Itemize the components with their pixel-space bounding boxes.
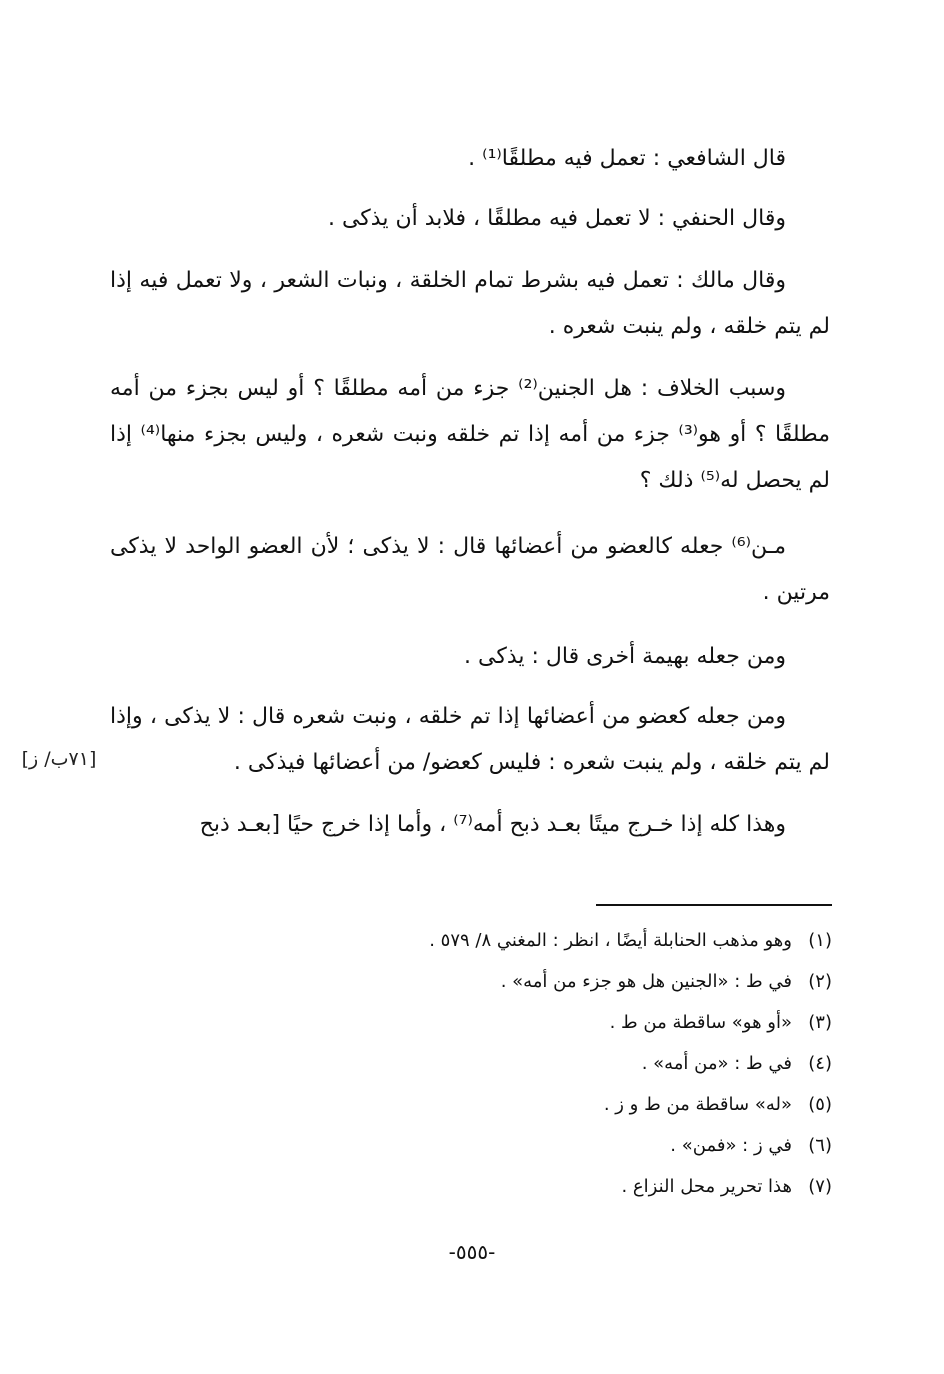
text-kaudw: ومن جعله كعضو من أعضائها إذا تم خلقه ، ونبت شعره قال : لا يذكى ، وإذا لم يتم خلقه ، ولم ينبت شعره : فليس كعضو/ من أعضائها فيذكى . [110, 704, 830, 775]
footnote-number: (٢) [808, 971, 832, 992]
footnote-number: (٧) [808, 1176, 832, 1197]
footnote-text: «له» ساقطة من ط و ز . [603, 1094, 792, 1115]
footnote-separator [596, 904, 832, 906]
text-shafii: قال الشافعي : تعمل فيه مطلقًا⁽¹⁾ . [468, 146, 786, 171]
footnote-number: (٣) [808, 1012, 832, 1033]
footnote-4 [300, 1043, 832, 1084]
text-man-jaalahu: مـن⁽⁶⁾ جعله كالعضو من أعضائها قال : لا يذكى ؛ لأن العضو الواحد لا يذكى مرتين . [110, 534, 830, 605]
paragraph-4 [110, 366, 830, 504]
manuscript-folio-note: [٧١ب/ ز] [21, 748, 97, 770]
footnote-number: (٥) [808, 1094, 832, 1115]
footnote-text: «أو هو» ساقطة من ط . [609, 1012, 792, 1033]
footnote-1 [300, 920, 832, 961]
footnote-text: في ط : «من أمه» . [641, 1053, 792, 1074]
footnote-text: هذا تحرير محل النزاع . [621, 1176, 792, 1197]
footnote-7 [300, 1166, 832, 1207]
footnote-text: في ط : «الجنين هل هو جزء من أمه» . [500, 971, 792, 992]
footnote-number: (٦) [808, 1135, 832, 1156]
page-number: -٥٥٥- [448, 1240, 496, 1264]
text-bahima: ومن جعله بهيمة أخرى قال : يذكى . [464, 644, 786, 669]
footnotes-list [300, 920, 832, 1207]
text-hanafi: وقال الحنفي : لا تعمل فيه مطلقًا ، فلابد أن يذكى . [327, 206, 786, 231]
footnote-text: وهو مذهب الحنابلة أيضًا ، انظر : المغني ٨/ ٥٧٩ . [429, 930, 792, 951]
footnote-3 [300, 1002, 832, 1043]
footnote-5 [300, 1084, 832, 1125]
paragraph-5 [110, 524, 830, 616]
footnote-text: في ز : «فمن» . [670, 1135, 792, 1156]
paragraph-6 [110, 634, 830, 680]
paragraph-7 [110, 694, 830, 786]
footnote-6 [300, 1125, 832, 1166]
paragraph-1 [110, 136, 830, 182]
text-sabab-khilaf: وسبب الخلاف : هل الجنين⁽²⁾ جزء من أمه مطلقًا ؟ أو ليس بجزء من أمه مطلقًا ؟ أو هو⁽³⁾ جزء من أمه إذا تم خلقه ونبت شعره ، وليس بجزء منها⁽⁴⁾ إذا لم يحصل له⁽⁵⁾ ذلك ؟ [110, 376, 830, 493]
paragraph-8 [110, 802, 830, 848]
text-malik: وقال مالك : تعمل فيه بشرط تمام الخلقة ، ونبات الشعر ، ولا تعمل فيه إذا لم يتم خلقه ، ولم ينبت شعره . [110, 268, 830, 339]
paragraph-3 [110, 258, 830, 350]
footnote-2 [300, 961, 832, 1002]
paragraph-2 [110, 196, 830, 242]
footnote-number: (١) [808, 930, 832, 951]
footnote-number: (٤) [808, 1053, 832, 1074]
text-hadha-kulluh: وهذا كله إذا خـرج ميتًا بعـد ذبح أمه⁽⁷⁾ ، وأما إذا خرج حيًا [بعـد ذبح [199, 812, 786, 837]
